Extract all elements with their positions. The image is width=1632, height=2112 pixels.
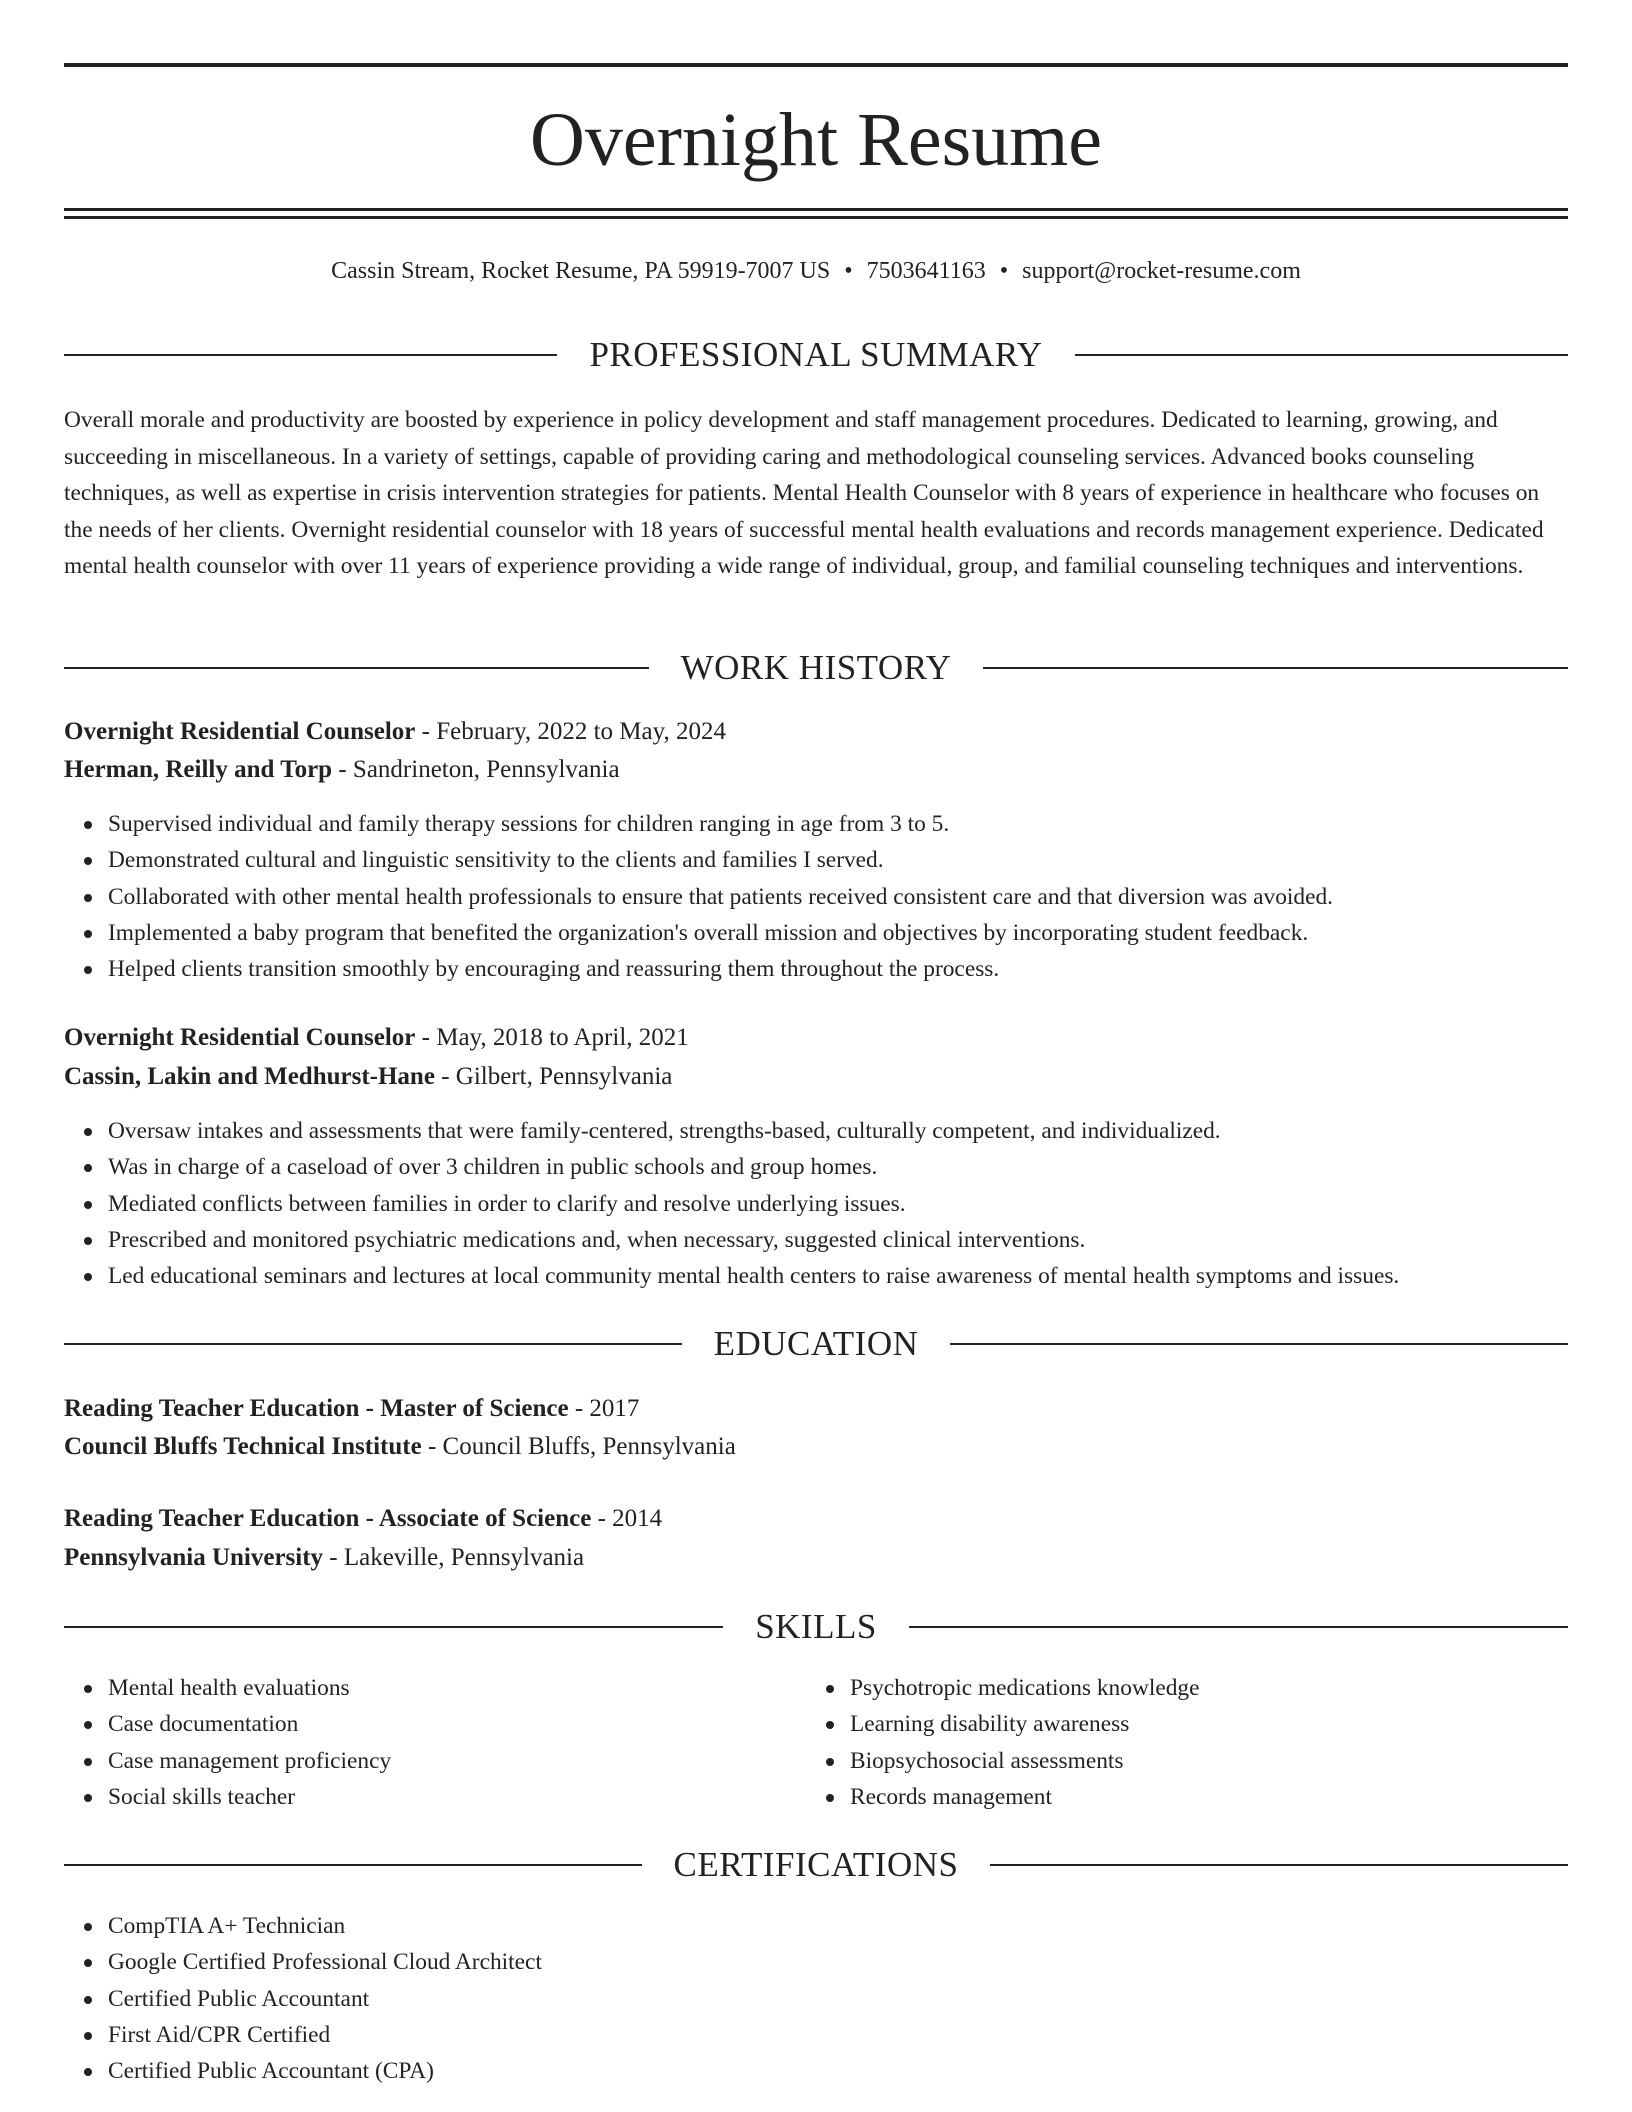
skill-item: Biopsychosocial assessments: [850, 1743, 1550, 1779]
title-rule-upper: [64, 208, 1568, 211]
section-heading-education: [64, 1324, 1568, 1364]
job-location: - Gilbert, Pennsylvania: [434, 1063, 673, 1090]
list-item: Mediated conflicts between families in order to clarify and resolve underlying issues.: [108, 1186, 1612, 1222]
education-degree: Reading Teacher Education - Master of Science: [64, 1395, 569, 1422]
certification-item: Certified Public Accountant (CPA): [108, 2053, 1612, 2089]
heading-rule: [1075, 354, 1568, 356]
skills-list-right: [806, 1670, 1550, 1815]
job-title-line: [64, 1021, 1568, 1055]
job-location: - Sandrineton, Pennsylvania: [332, 756, 620, 783]
heading-rule: [909, 1626, 1568, 1628]
section-title: SKILLS: [755, 1607, 877, 1646]
section-title: PROFESSIONAL SUMMARY: [589, 335, 1043, 374]
resume-title: Overnight Resume: [529, 98, 1102, 182]
heading-rule: [983, 667, 1568, 669]
heading-rule: [64, 1343, 682, 1345]
job-company: Herman, Reilly and Torp: [64, 756, 333, 783]
job-duties-list: [64, 806, 1612, 987]
job-dates: - February, 2022 to May, 2024: [415, 718, 727, 745]
education-school-line: [64, 1541, 1568, 1575]
section-title: EDUCATION: [713, 1324, 919, 1363]
section-heading-work-history: [64, 648, 1568, 688]
section-title: CERTIFICATIONS: [673, 1845, 959, 1884]
contact-separator: •: [844, 258, 853, 284]
education-year: - 2017: [568, 1395, 640, 1422]
list-item: Implemented a baby program that benefited the organization's overall mission and objectives by incorporating student feedback.: [108, 915, 1612, 951]
education-school-line: [64, 1430, 1568, 1464]
skill-item: Records management: [850, 1779, 1550, 1815]
education-location: - Lakeville, Pennsylvania: [323, 1544, 585, 1571]
job-company-line: [64, 1060, 1568, 1094]
skill-item: Case management proficiency: [108, 1743, 808, 1779]
education-year: - 2014: [591, 1505, 663, 1532]
skill-item: Social skills teacher: [108, 1779, 808, 1815]
list-item: Oversaw intakes and assessments that were family-centered, strengths-based, culturally competent, and individualized.: [108, 1113, 1612, 1149]
certification-item: Certified Public Accountant: [108, 1981, 1612, 2017]
skill-item: Learning disability awareness: [850, 1706, 1550, 1742]
skills-list-left: [64, 1670, 808, 1815]
skill-item: Case documentation: [108, 1706, 808, 1742]
job-title-line: [64, 715, 1568, 749]
education-school: Council Bluffs Technical Institute: [64, 1433, 422, 1460]
list-item: Helped clients transition smoothly by encouraging and reassuring them throughout the process.: [108, 951, 1612, 987]
list-item: Supervised individual and family therapy sessions for children ranging in age from 3 to 5.: [108, 806, 1612, 842]
certifications-list: [64, 1908, 1612, 2089]
contact-line: [64, 254, 1568, 288]
job-duties-list: [64, 1113, 1612, 1294]
contact-email: support@rocket-resume.com: [1022, 258, 1301, 284]
contact-address: Cassin Stream, Rocket Resume, PA 59919-7007 US: [331, 258, 831, 284]
education-school: Pennsylvania University: [64, 1544, 324, 1571]
section-heading-certifications: [64, 1845, 1568, 1885]
heading-rule: [64, 1864, 642, 1866]
list-item: Prescribed and monitored psychiatric medications and, when necessary, suggested clinical interventions.: [108, 1222, 1612, 1258]
heading-rule: [64, 667, 649, 669]
title-rule-lower: [64, 216, 1568, 219]
heading-rule: [64, 354, 557, 356]
skill-item: Psychotropic medications knowledge: [850, 1670, 1550, 1706]
job-dates: - May, 2018 to April, 2021: [415, 1024, 689, 1051]
job-title: Overnight Residential Counselor: [64, 1024, 416, 1051]
contact-phone: 7503641163: [866, 258, 986, 284]
heading-rule: [64, 1626, 723, 1628]
section-heading-skills: [64, 1607, 1568, 1647]
skill-item: Mental health evaluations: [108, 1670, 808, 1706]
list-item: Led educational seminars and lectures at local community mental health centers to raise awareness of mental health symptoms and issues.: [108, 1258, 1612, 1294]
certification-item: Google Certified Professional Cloud Architect: [108, 1944, 1612, 1980]
top-rule: [64, 63, 1568, 67]
summary-text: Overall morale and productivity are boosted by experience in policy development and staff management procedures. Dedicated to learning, growing, and succeeding in miscellaneous. In a variety of settings, capable of providing caring and methodological counseling services. Advanced books counseling techniques, as well as expertise in crisis intervention strategies for patients. Mental Health Counselor with 8 years of experience in healthcare who focuses on the needs of her clients. Overnight residential counselor with 18 years of successful mental health evaluations and records management experience. Dedicated mental health counselor with over 11 years of experience providing a wide range of individual, group, and familial counseling techniques and interventions.: [64, 407, 1544, 579]
education-degree: Reading Teacher Education - Associate of Science: [64, 1505, 592, 1532]
certification-item: First Aid/CPR Certified: [108, 2017, 1612, 2053]
list-item: Was in charge of a caseload of over 3 children in public schools and group homes.: [108, 1149, 1612, 1185]
certification-item: CompTIA A+ Technician: [108, 1908, 1612, 1944]
list-item: Demonstrated cultural and linguistic sensitivity to the clients and families I served.: [108, 842, 1612, 878]
section-heading-summary: [64, 335, 1568, 375]
education-degree-line: [64, 1502, 1568, 1536]
heading-rule: [950, 1343, 1568, 1345]
job-company: Cassin, Lakin and Medhurst-Hane: [64, 1063, 435, 1090]
contact-separator: •: [999, 258, 1009, 284]
job-company-line: [64, 753, 1568, 787]
education-degree-line: [64, 1392, 1568, 1426]
heading-rule: [990, 1864, 1568, 1866]
education-location: - Council Bluffs, Pennsylvania: [421, 1433, 736, 1460]
section-title: WORK HISTORY: [680, 648, 952, 687]
job-title: Overnight Residential Counselor: [64, 718, 416, 745]
list-item: Collaborated with other mental health professionals to ensure that patients received consistent care and that diversion was avoided.: [108, 879, 1612, 915]
